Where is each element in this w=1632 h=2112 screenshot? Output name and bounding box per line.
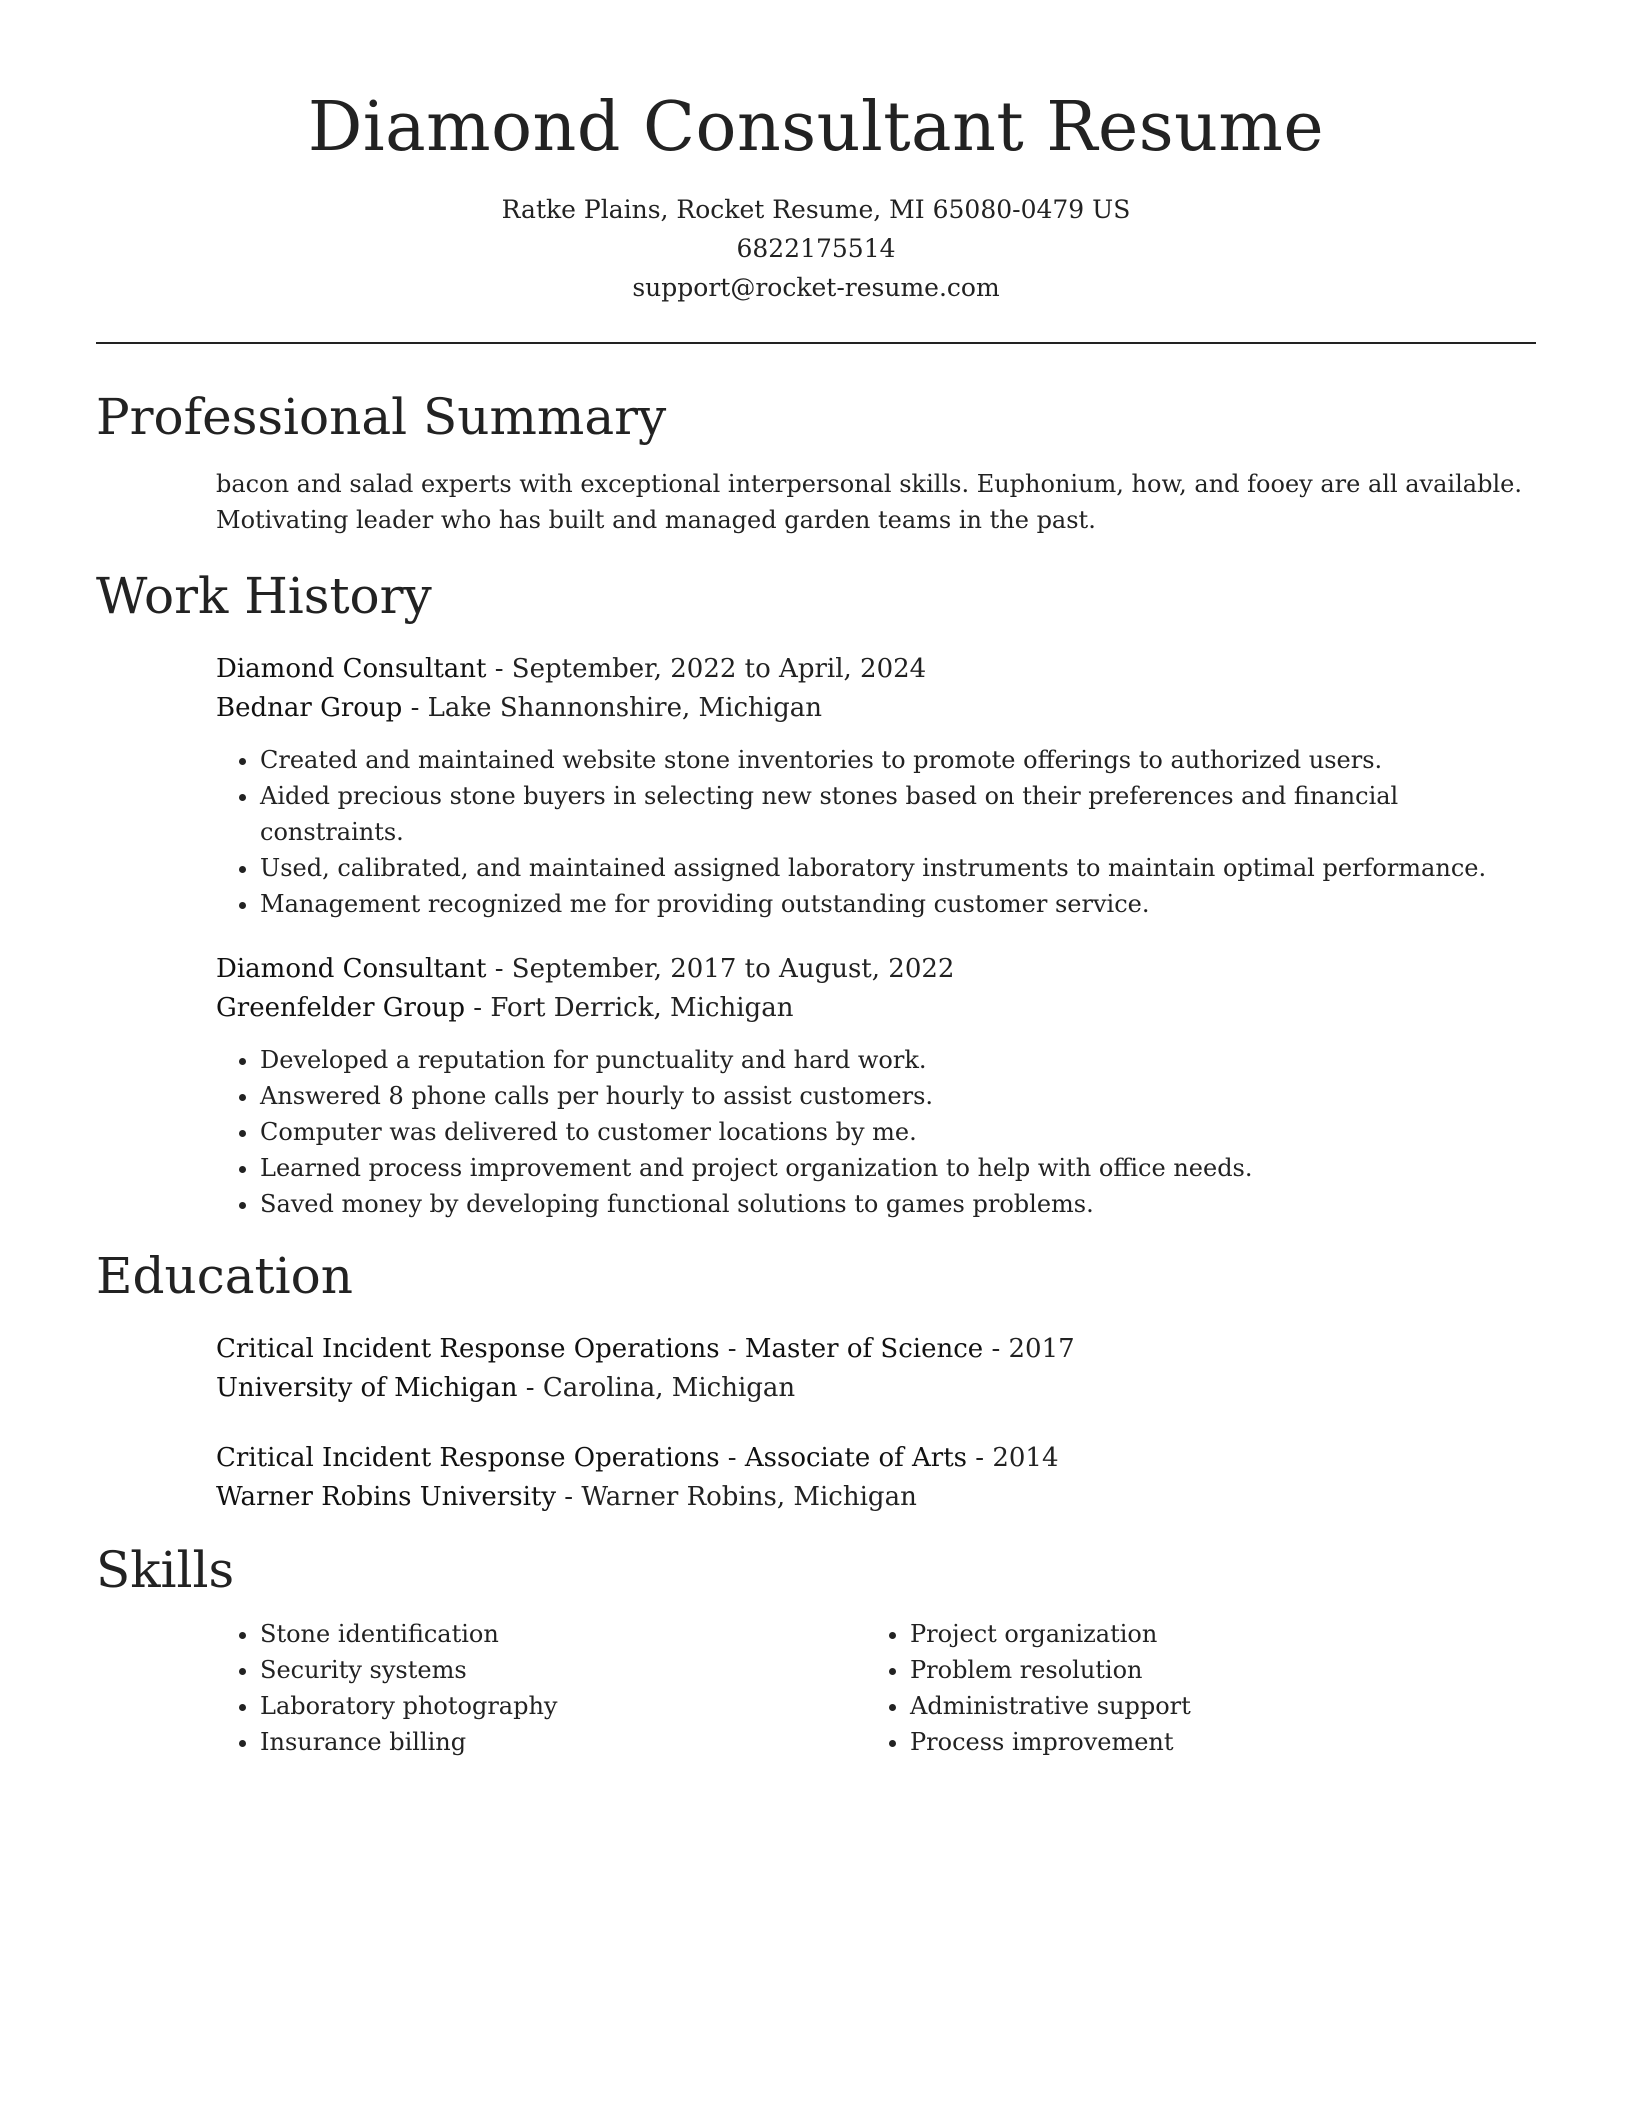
job-company-line — [216, 989, 1536, 1028]
skill-item: • Administrative support — [910, 1688, 1516, 1724]
dash-separator: - — [719, 1443, 745, 1473]
skill-item: • Problem resolution — [910, 1652, 1516, 1688]
job-duty: • Aided precious stone buyers in selecting new stones based on their preferences and financial constraints. — [260, 778, 1536, 850]
job-title-line — [216, 950, 1536, 989]
summary-text: bacon and salad experts with exceptional interpersonal skills. Euphonium, how, and fooey are all available. Motivating leader who has built and managed garden teams in the past. — [216, 470, 1522, 534]
section-title-summary: Professional Summary — [96, 388, 667, 446]
section-title-education: Education — [96, 1247, 353, 1305]
education-degree-line — [216, 1330, 1536, 1369]
skills-column-left — [216, 1616, 866, 1760]
skill-item: • Laboratory photography — [260, 1688, 866, 1724]
education-location: - Carolina, Michigan — [517, 1373, 796, 1403]
skills-grid — [96, 1616, 1536, 1760]
section-title-work-history: Work History — [96, 567, 432, 625]
address: Ratke Plains, Rocket Resume, MI 65080-0479 US — [501, 195, 1131, 224]
education-program: Critical Incident Response Operations — [216, 1443, 720, 1473]
job-role: Diamond Consultant — [216, 954, 487, 984]
job-duty: • Developed a reputation for punctuality and hard work. — [260, 1042, 1536, 1078]
header-divider — [96, 342, 1536, 344]
section-title-skills: Skills — [96, 1541, 235, 1599]
education-school: University of Michigan — [216, 1373, 518, 1403]
job-duty: • Computer was delivered to customer locations by me. — [260, 1114, 1536, 1150]
resume-title: Diamond Consultant Resume — [307, 88, 1325, 167]
skill-item: • Project organization — [910, 1616, 1516, 1652]
job-entry — [96, 650, 1536, 922]
job-title-line — [216, 650, 1536, 689]
job-duty: • Used, calibrated, and maintained assigned laboratory instruments to maintain optimal performance. — [260, 850, 1536, 886]
skill-item: • Security systems — [260, 1652, 866, 1688]
skills-list — [866, 1616, 1516, 1760]
education-school-line — [216, 1369, 1536, 1408]
education-entry — [96, 1439, 1536, 1517]
job-dates: - September, 2017 to August, 2022 — [486, 954, 955, 984]
education-year: - 2017 — [983, 1334, 1075, 1364]
job-company-line — [216, 689, 1536, 728]
education-degree: Associate of Arts — [744, 1443, 968, 1473]
skills-list — [216, 1616, 866, 1760]
skill-item: • Stone identification — [260, 1616, 866, 1652]
skills-column-right — [866, 1616, 1516, 1760]
education-program: Critical Incident Response Operations — [216, 1334, 720, 1364]
job-company: Bednar Group — [216, 693, 403, 723]
job-role: Diamond Consultant — [216, 654, 487, 684]
education-degree-line — [216, 1439, 1536, 1478]
job-dates: - September, 2022 to April, 2024 — [486, 654, 927, 684]
email-address: support@rocket-resume.com — [632, 273, 1000, 302]
education-year: - 2014 — [967, 1443, 1059, 1473]
education-degree: Master of Science — [744, 1334, 984, 1364]
job-location: - Fort Derrick, Michigan — [465, 993, 794, 1023]
job-duty: • Management recognized me for providing outstanding customer service. — [260, 886, 1536, 922]
job-company: Greenfelder Group — [216, 993, 466, 1023]
phone-number: 6822175514 — [736, 234, 896, 263]
resume-header — [96, 0, 1536, 307]
job-duty: • Created and maintained website stone inventories to promote offerings to authorized users. — [260, 742, 1536, 778]
job-duties-list — [216, 742, 1536, 922]
dash-separator: - — [719, 1334, 745, 1364]
contact-info — [96, 190, 1536, 307]
education-entry — [96, 1330, 1536, 1408]
education-school-line — [216, 1478, 1536, 1517]
skill-item: • Insurance billing — [260, 1724, 866, 1760]
job-entry — [96, 950, 1536, 1222]
skill-item: • Process improvement — [910, 1724, 1516, 1760]
job-duty: • Learned process improvement and project organization to help with office needs. — [260, 1150, 1536, 1186]
job-duty: • Saved money by developing functional solutions to games problems. — [260, 1186, 1536, 1222]
job-duties-list — [216, 1042, 1536, 1222]
education-location: - Warner Robins, Michigan — [556, 1482, 917, 1512]
job-duty: • Answered 8 phone calls per hourly to assist customers. — [260, 1078, 1536, 1114]
education-school: Warner Robins University — [216, 1482, 557, 1512]
job-location: - Lake Shannonshire, Michigan — [402, 693, 822, 723]
